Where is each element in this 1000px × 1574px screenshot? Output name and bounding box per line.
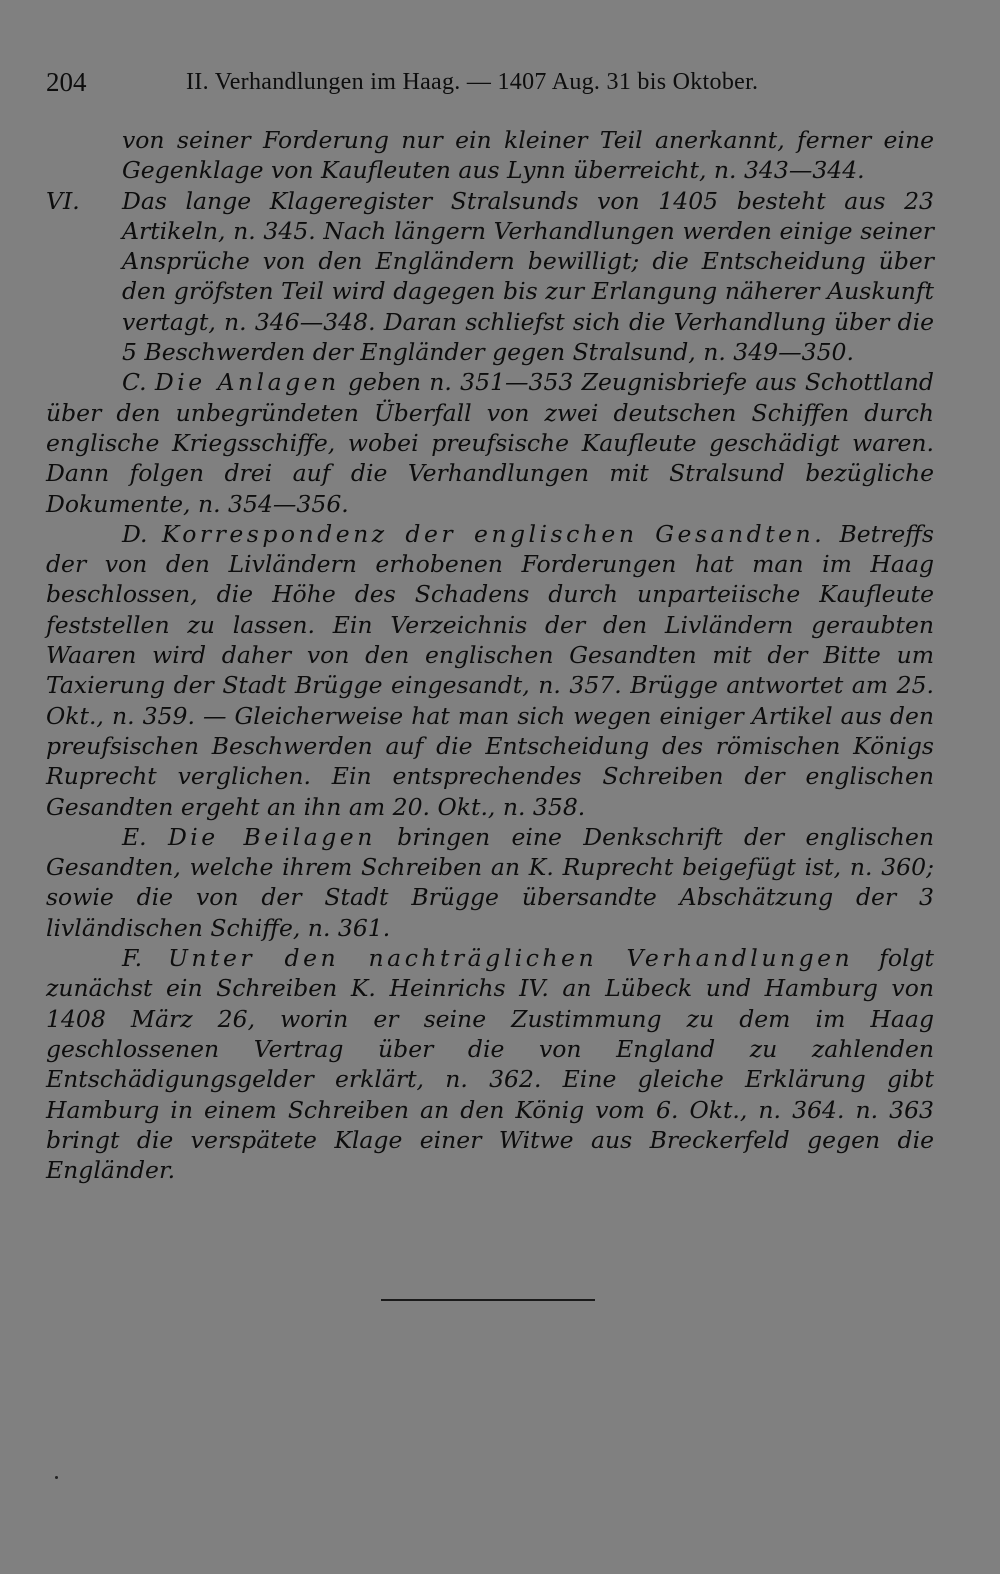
section-e-label: E. — [122, 822, 147, 851]
section-f-label: F. — [122, 944, 143, 973]
section-c-paragraph — [46, 367, 934, 518]
body-text — [46, 125, 934, 1185]
running-header — [46, 62, 806, 102]
section-divider-rule — [381, 1299, 595, 1301]
running-title: II. Verhandlungen im Haag. — 1407 Aug. 31 bis Oktober. — [186, 69, 759, 95]
section-c-heading: Die Anlagen — [154, 368, 340, 397]
section-vi-paragraph — [46, 186, 934, 368]
section-d-heading: Korrespondenz der englischen Gesandten. — [161, 519, 826, 548]
scan-speck — [55, 1476, 58, 1479]
continuation-paragraph: von seiner Forderung nur ein kleiner Teil anerkannt, ferner eine Gegenklage von Kaufleuten aus Lynn überreicht, n. 343—344. — [122, 126, 934, 185]
section-f-text: folgt zunächst ein Schreiben K. Heinrichs IV. an Lübeck und Hamburg von 1408 März 26, worin er seine Zustimmung zu dem im Haag geschlossenen Vertrag über die von England zu zahlenden Entschädigungsgelder erklärt, n. 362. Eine gleiche Erklärung gibt Hamburg in einem Schreiben an den König vom 6. Okt., n. 364. n. 363 bringt die verspätete Klage einer Witwe aus Breckerfeld gegen die Engländer. — [46, 944, 934, 1185]
section-d-paragraph — [46, 519, 934, 822]
page-number: 204 — [46, 67, 87, 97]
section-f-heading: Unter den nachträglichen Verhandlungen — [168, 944, 854, 973]
section-c-label: C. — [122, 368, 147, 397]
section-e-text: bringen eine Denkschrift der englischen Gesandten, welche ihrem Schreiben an K. Ruprecht beigefügt ist, n. 360; sowie die von der Stadt Brügge übersandte Abschätzung der 3 livländischen Schiffe, n. 361. — [46, 822, 934, 942]
section-e-paragraph — [46, 822, 934, 943]
section-d-text: Betreffs der von den Livländern erhobenen Forderungen hat man im Haag beschlossen, die Höhe des Schadens durch unparteiische Kaufleute feststellen zu lassen. Ein Verzeichnis der den Livländern geraubten Waaren wird daher von den englischen Gesandten mit der Bitte um Taxierung der Stadt Brügge eingesandt, n. 357. Brügge antwortet am 25. Okt., n. 359. — Gleicherweise hat man sich wegen einiger Artikel aus den preufsischen Beschwerden auf die Entscheidung des römischen Königs Ruprecht verglichen. Ein entsprechendes Schreiben der englischen Gesandten ergeht an ihn am 20. Okt., n. 358. — [46, 519, 934, 821]
section-e-heading: Die Beilagen — [167, 822, 376, 851]
section-vi-text: Das lange Klageregister Stralsunds von 1405 besteht aus 23 Artikeln, n. 345. Nach längern Verhandlungen werden einige seiner Ansprüche von den Engländern bewilligt; die Entscheidung über den gröfsten Teil wird dagegen bis zur Erlangung näherer Auskunft vertagt, n. 346—348. Daran schliefst sich die Verhandlung über die 5 Beschwerden der Engländer gegen Stralsund, n. 349—350. — [122, 186, 934, 367]
section-f-paragraph — [46, 943, 934, 1185]
section-d-label: D. — [122, 519, 148, 548]
section-vi-label: VI. — [46, 186, 80, 215]
section-c-text: geben n. 351—353 Zeugnisbriefe aus Schottland über den unbegründeten Überfall von zwei deutschen Schiffen durch englische Kriegsschiffe, wobei preufsische Kaufleute geschädigt waren. Dann folgen drei auf die Verhandlungen mit Stralsund bezügliche Dokumente, n. 354—356. — [46, 368, 934, 518]
